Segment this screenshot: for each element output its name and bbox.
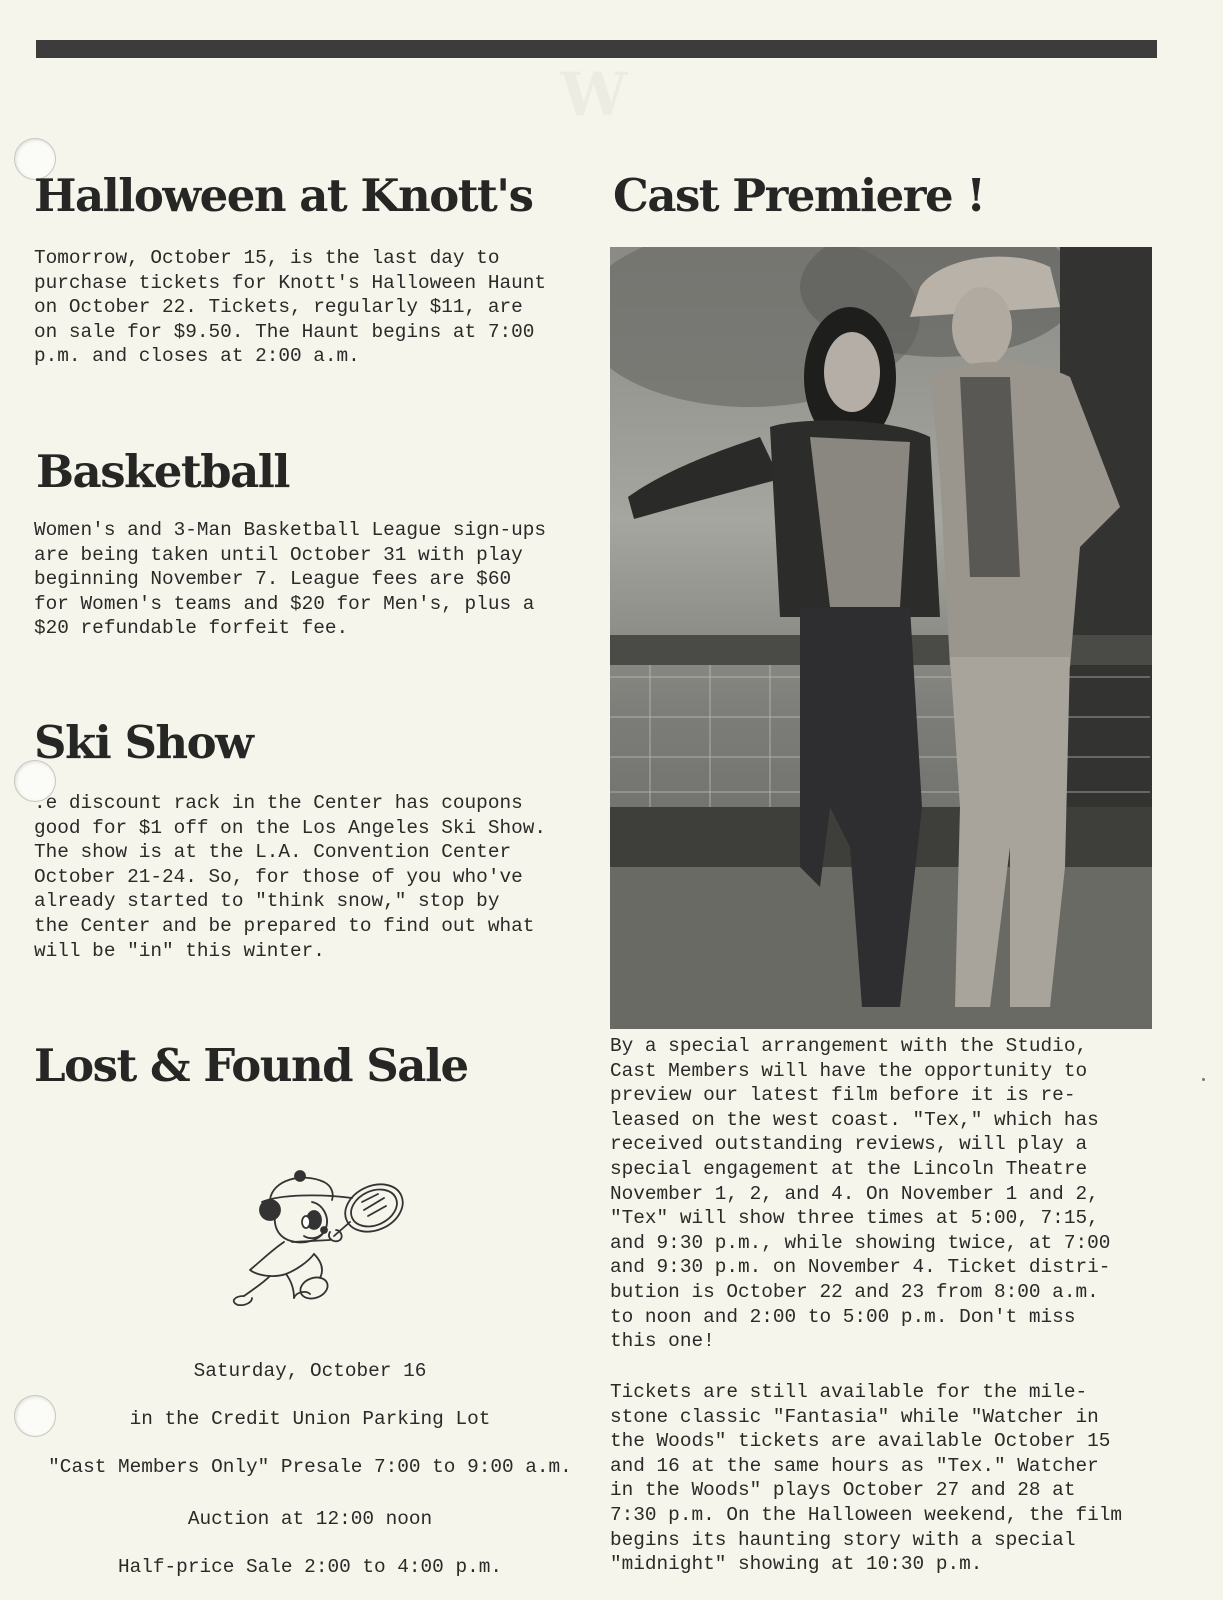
bleed-through — [560, 60, 627, 130]
sale-location: in the Credit Union Parking Lot — [129, 1408, 491, 1430]
ski-show-title: Ski Show — [34, 716, 253, 769]
cast-photo — [610, 247, 1152, 1029]
sale-half-price: Half-price Sale 2:00 to 4:00 p.m. — [118, 1556, 502, 1578]
sale-date: Saturday, October 16 — [193, 1360, 427, 1382]
basketball-text: Women's and 3-Man Basketball League sign-ups are being taken until October 31 with play beginning November 7. League fees are $60 for Women's teams and $20 for Men's, plus a $20 refundable forfeit fee. — [34, 519, 546, 640]
lost-found-title: Lost & Found Sale — [34, 1039, 468, 1092]
sale-presale: "Cast Members Only" Presale 7:00 to 9:00 a.m. — [48, 1456, 572, 1478]
ski-show-text: .e discount rack in the Center has coupons good for $1 off on the Los Angeles Ski Show. The show is at the L.A. Convention Center October 21-24. So, for those of you who've already started to "think snow," stop by the Center and be prepared to find out what will be "in" this winter. — [34, 792, 546, 962]
cast-premiere-text-2: Tickets are still available for the mile- stone classic "Fantasia" while "Watcher in the Woods" tickets are available October 15 and 16 at the same hours as "Tex." Watcher in the Woods" plays October 27 and 28 at 7:30 p.m. On the Halloween weekend, the film begins its haunting story with a special "midnight" showing at 10:30 p.m. — [610, 1381, 1122, 1576]
halloween-text: Tomorrow, October 15, is the last day to purchase tickets for Knott's Halloween Haunt on October 22. Tickets, regularly $11, are on sale for $9.50. The Haunt begins at 7:00 p.m. and closes at 2:00 a.m. — [34, 247, 546, 368]
sale-auction: Auction at 12:00 noon — [187, 1508, 433, 1530]
cast-premiere-text-1: By a special arrangement with the Studio, Cast Members will have the opportunity to preview our latest film before it is re- leased on the west coast. "Tex," which has received outstanding reviews, will play a special engagement at the Lincoln Theatre November 1, 2, and 4. On November 1 and 2, "Tex" will show three times at 5:00, 7:15, and 9:30 p.m., while showing twice, at 7:00 and 9:30 p.m. on November 4. Ticket distri- bution is October 22 and 23 from 8:00 a.m. to noon and 2:00 to 5:00 p.m. Don't miss this one! — [610, 1035, 1111, 1353]
basketball-title: Basketball — [36, 445, 289, 498]
top-rule — [36, 40, 1157, 58]
mickey-detective-icon — [222, 1158, 418, 1306]
halloween-title: Halloween at Knott's — [34, 169, 533, 222]
page-speck — [1202, 1078, 1205, 1081]
cast-premiere-title: Cast Premiere ! — [613, 169, 985, 222]
